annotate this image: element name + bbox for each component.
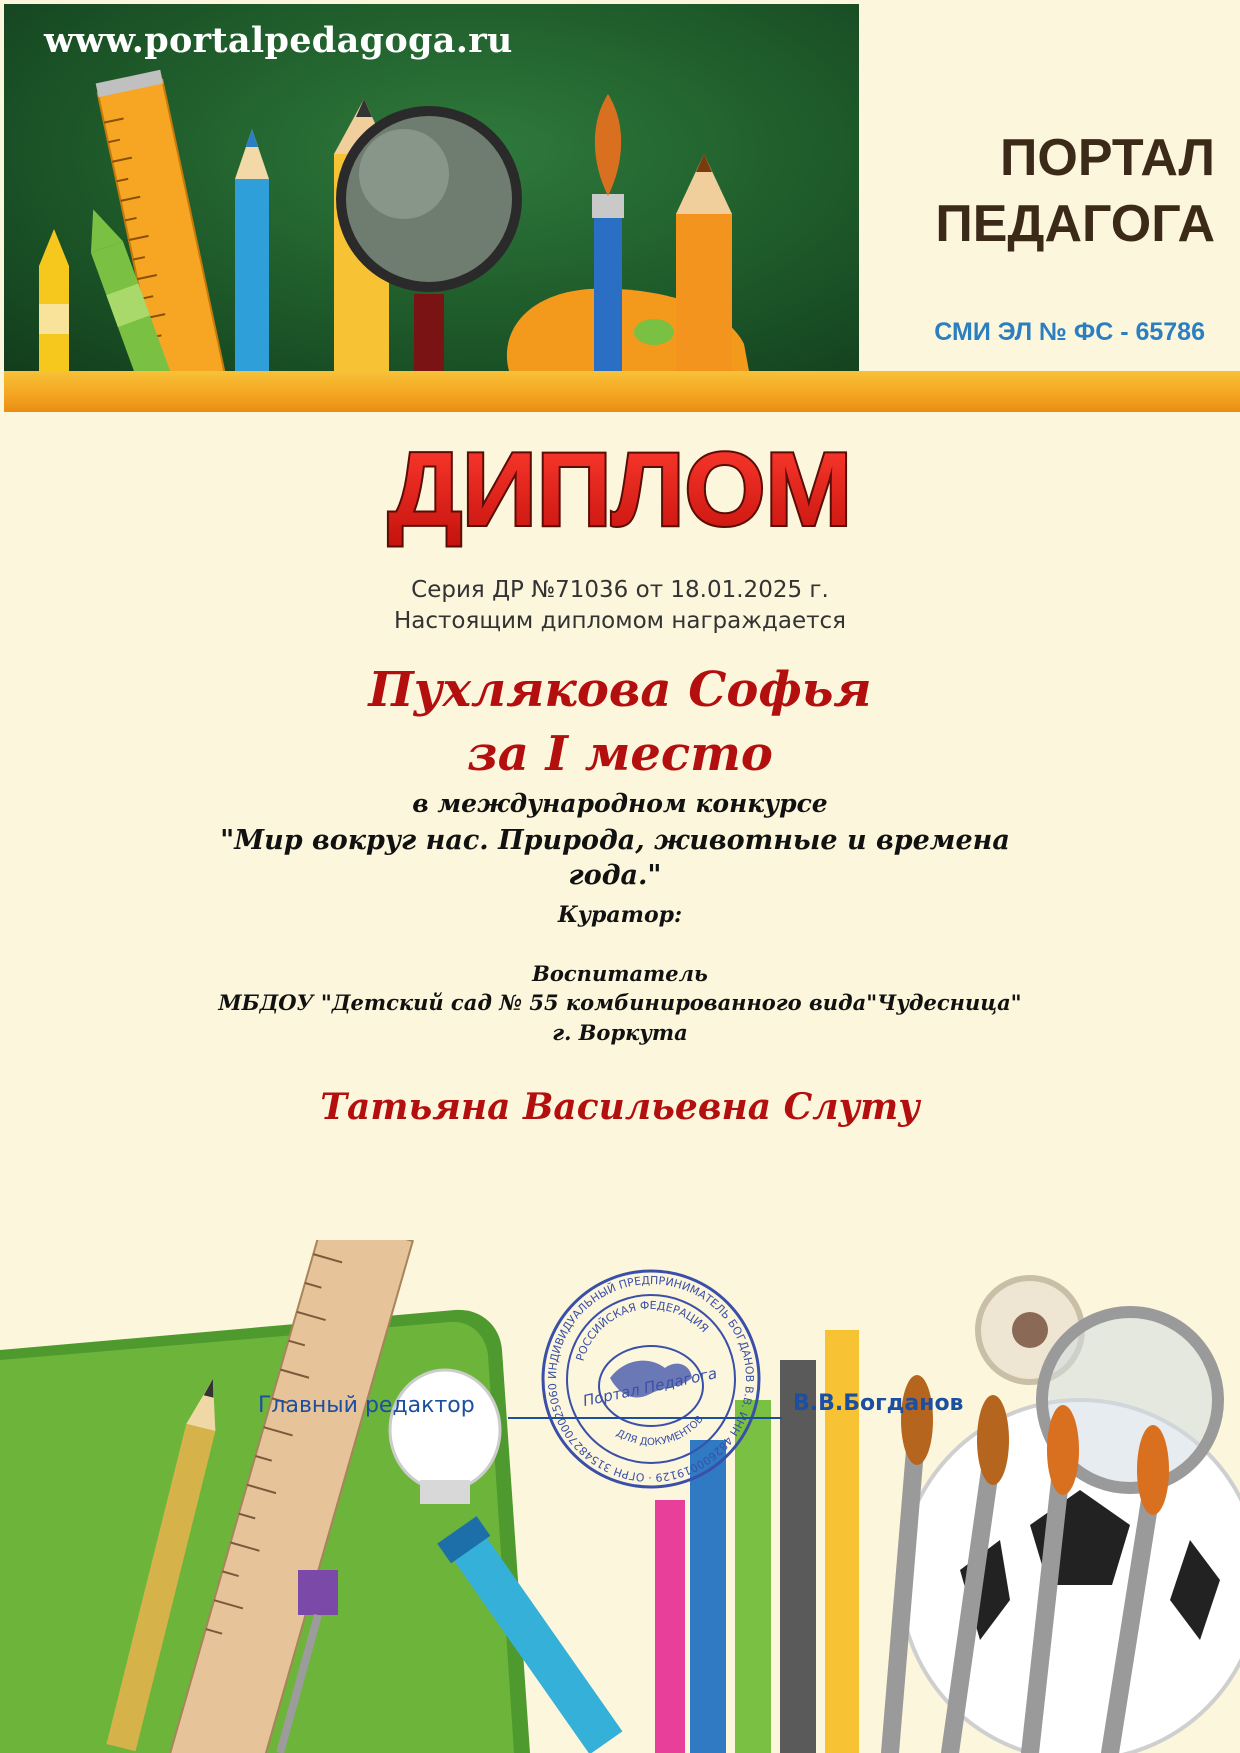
stamp-bottom-text: ДЛЯ ДОКУМЕНТОВ — [614, 1413, 706, 1449]
curator-label: Куратор: — [557, 902, 683, 928]
curator-city: г. Воркута — [552, 1020, 688, 1045]
editor-name: В.В.Богданов — [793, 1391, 964, 1416]
site-url: www.portalpedagoga.ru — [44, 20, 513, 61]
portal-title-line1: ПОРТАЛ — [1000, 129, 1215, 187]
contest-intro: в международном конкурсе — [412, 789, 828, 818]
signature-line — [508, 1417, 782, 1419]
official-stamp — [540, 1268, 762, 1490]
stamp-inner-text: РОССИЙСКАЯ ФЕДЕРАЦИЯ — [573, 1298, 712, 1363]
orange-band-divider — [4, 371, 1240, 412]
diploma-title-text: ДИПЛОМ — [387, 432, 853, 548]
editor-label: Главный редактор — [258, 1393, 475, 1418]
curator-organization: МБДОУ "Детский сад № 55 комбинированного вида"Чудесница" — [218, 990, 1022, 1015]
award-place: за I место — [467, 726, 773, 782]
portal-title-line2: ПЕДАГОГА — [935, 195, 1215, 253]
svg-text:РОССИЙСКАЯ ФЕДЕРАЦИЯ — [574, 1299, 712, 1363]
stamp-outer-text: ИНДИВИДУАЛЬНЫЙ ПРЕДПРИНИМАТЕЛЬ БОГДАНОВ В.В. ИНН 482600019129 · ОГРН 315482700025060 — [545, 1273, 757, 1485]
series-number: Серия ДР №71036 от 18.01.2025 г. — [411, 577, 829, 603]
curator-name: Татьяна Васильевна Слуту — [320, 1086, 920, 1128]
awarded-line: Настоящим дипломом награждается — [393, 608, 846, 634]
stamp-center-text: Портал Педагога — [581, 1364, 719, 1411]
recipient-name: Пухлякова Софья — [368, 662, 872, 718]
curator-position: Воспитатель — [532, 961, 708, 986]
diploma-title — [0, 430, 1240, 554]
contest-name: "Мир вокруг нас. Природа, животные и времена года." — [220, 825, 1010, 891]
media-registration: СМИ ЭЛ № ФС - 65786 — [934, 318, 1205, 346]
portal-title — [880, 125, 1215, 257]
header-illustration — [4, 4, 859, 371]
